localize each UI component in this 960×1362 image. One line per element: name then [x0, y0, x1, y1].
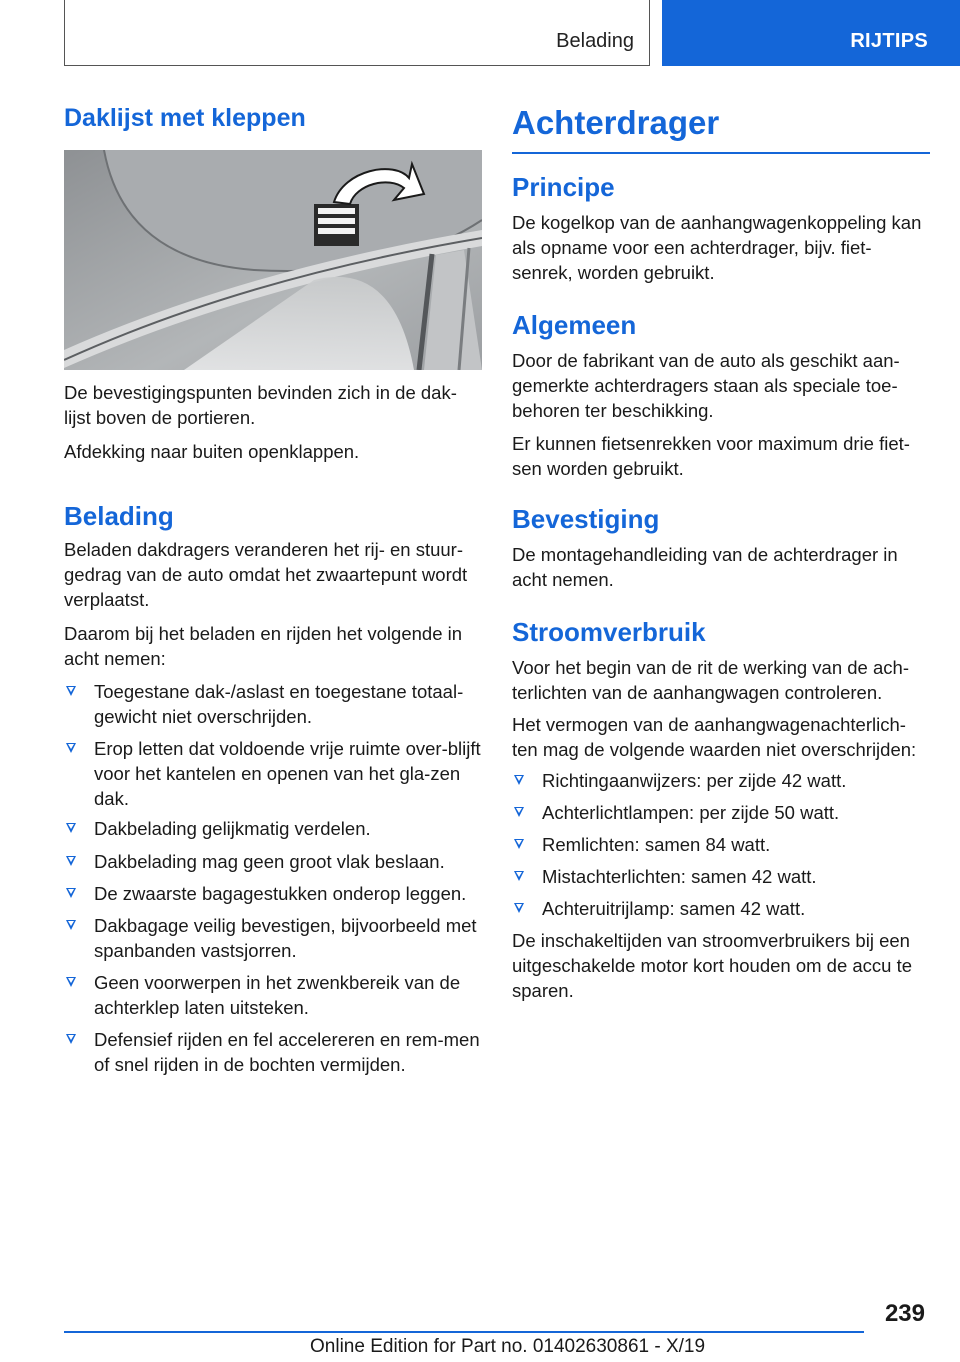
list-item: Remlichten: samen 84 watt.: [512, 832, 930, 857]
paragraph-principe: De kogelkop van de aanhangwagenkoppeling kan als opname voor een achterdrager, bijv. fiet-senrek, worden gebruikt.: [512, 212, 922, 283]
header-chapter-label: RIJTIPS: [850, 30, 928, 52]
list-item: Geen voorwerpen in het zwenkbereik van de achterklep laten uitsteken.: [64, 970, 482, 1020]
paragraph-stroom-2: Het vermogen van de aanhangwagenachterlich-ten mag de volgende waarden niet overschrijden:: [512, 714, 917, 760]
roof-rail-figure: [64, 150, 482, 370]
triangle-bullet-icon: [514, 807, 524, 817]
footer-edition: Online Edition for Part no. 01402630861 - X/19: [310, 1336, 706, 1357]
list-item: Toegestane dak-/aslast en toegestane totaal-gewicht niet overschrijden.: [64, 679, 482, 729]
triangle-bullet-icon: [514, 903, 524, 913]
header-section-title: Belading: [556, 30, 634, 52]
triangle-bullet-icon: [66, 686, 76, 696]
paragraph-stroom-3: De inschakeltijden van stroomverbruikers bij een uitgeschakelde motor kort houden om de accu te sparen.: [512, 930, 913, 1001]
list-item: Dakbagage veilig bevestigen, bijvoorbeeld met spanbanden vastsjorren.: [64, 913, 482, 963]
triangle-bullet-icon: [66, 977, 76, 987]
list-item: Mistachterlichten: samen 42 watt.: [512, 864, 930, 889]
paragraph-stroom-1: Voor het begin van de rit de werking van de ach-terlichten van de aanhangwagen controleren.: [512, 657, 909, 703]
triangle-bullet-icon: [514, 775, 524, 785]
list-item: Achterlichtlampen: per zijde 50 watt.: [512, 800, 930, 825]
heading-bevestiging: Bevestiging: [512, 504, 660, 534]
footer-divider: [64, 1331, 864, 1333]
triangle-bullet-icon: [66, 888, 76, 898]
list-item: Dakbelading mag geen groot vlak beslaan.: [64, 849, 482, 874]
list-item: Achteruitrijlamp: samen 42 watt.: [512, 896, 930, 921]
list-item: Erop letten dat voldoende vrije ruimte over-blijft voor het kantelen en openen van het gla-zen dak.: [64, 736, 482, 811]
triangle-bullet-icon: [66, 823, 76, 833]
triangle-bullet-icon: [66, 1034, 76, 1044]
paragraph-algemeen-2: Er kunnen fietsenrekken voor maximum drie fiet-sen worden gebruikt.: [512, 433, 910, 479]
list-item: De zwaarste bagagestukken onderop leggen.: [64, 881, 482, 906]
list-item: Dakbelading gelijkmatig verdelen.: [64, 816, 482, 841]
triangle-bullet-icon: [514, 839, 524, 849]
heading-belading: Belading: [64, 501, 174, 531]
paragraph-algemeen-1: Door de fabrikant van de auto als geschikt aan-gemerkte achterdragers staan als speciale toe-behoren ter beschikking.: [512, 350, 900, 421]
paragraph-bevestigingspunten: De bevestigingspunten bevinden zich in de dak-lijst boven de portieren.: [64, 382, 457, 428]
list-item: Defensief rijden en fel accelereren en rem-men of snel rijden in de bochten vermijden.: [64, 1027, 482, 1077]
list-item: Richtingaanwijzers: per zijde 42 watt.: [512, 768, 930, 793]
paragraph-daarom: Daarom bij het beladen en rijden het volgende in acht nemen:: [64, 623, 463, 669]
triangle-bullet-icon: [514, 871, 524, 881]
roof-rail-illustration: [64, 150, 482, 370]
header-chapter-tab[interactable]: [662, 0, 960, 66]
heading-algemeen: Algemeen: [512, 310, 637, 340]
section-title-achterdrager: Achterdrager: [512, 104, 930, 154]
heading-stroomverbruik: Stroomverbruik: [512, 617, 706, 647]
triangle-bullet-icon: [66, 856, 76, 866]
paragraph-bevestiging: De montagehandleiding van de achterdrager in acht nemen.: [512, 544, 898, 590]
heading-principe: Principe: [512, 172, 615, 202]
triangle-bullet-icon: [66, 743, 76, 753]
header-section-box: [64, 0, 650, 66]
paragraph-afdekking: Afdekking naar buiten openklappen.: [64, 441, 360, 462]
page-number: 239: [884, 1300, 925, 1327]
triangle-bullet-icon: [66, 920, 76, 930]
paragraph-beladen-dakdragers: Beladen dakdragers veranderen het rij- en stuur-gedrag van de auto omdat het zwaartepunt wordt verplaatst.: [64, 539, 468, 610]
section-title-daklijst: Daklijst met kleppen: [64, 104, 306, 132]
